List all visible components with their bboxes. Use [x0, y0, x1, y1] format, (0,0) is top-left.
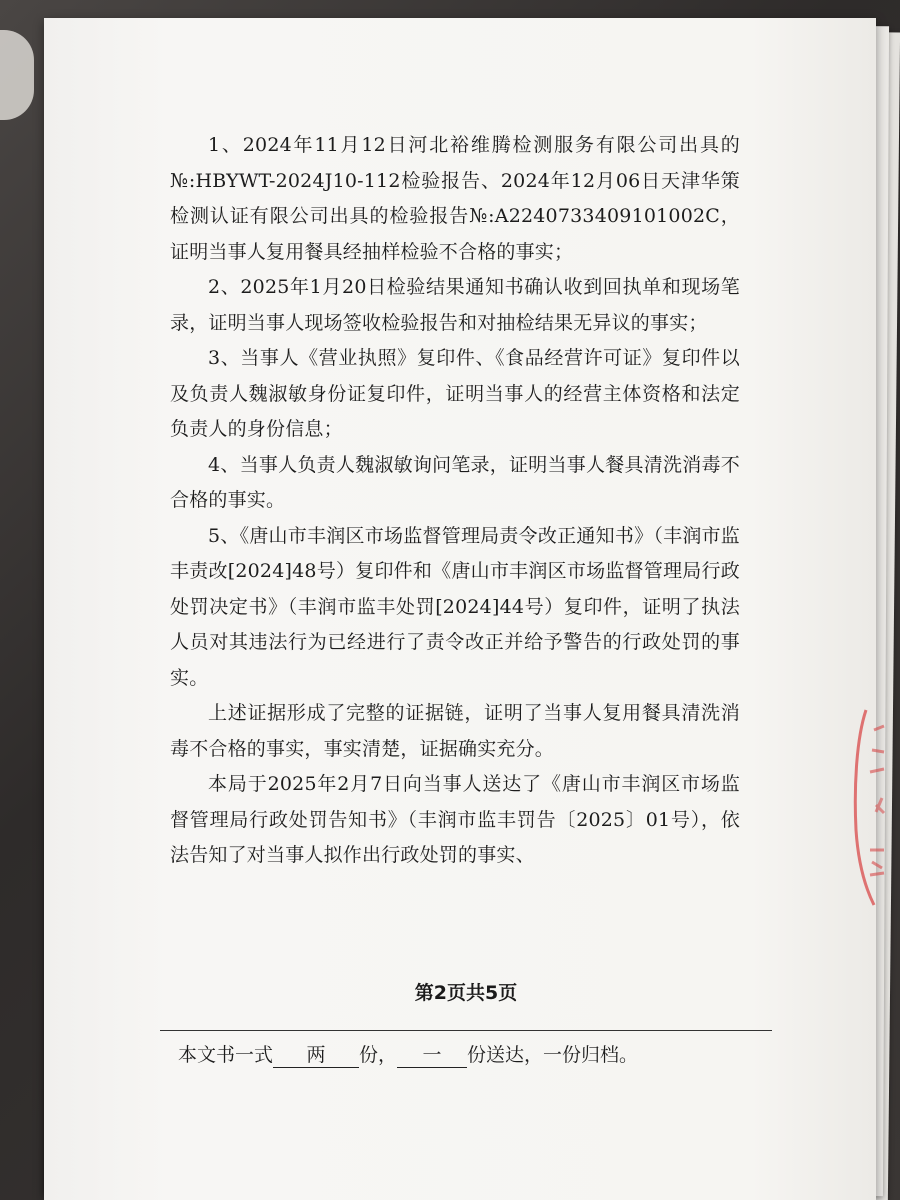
evidence-item-4: 4、当事人负责人魏淑敏询问笔录，证明当事人餐具清洗消毒不合格的事实。 — [170, 453, 740, 511]
official-seal-stamp-partial — [826, 700, 892, 910]
evidence-item-1: 1、2024年11月12日河北裕维腾检测服务有限公司出具的№:HBYWT-2024J10-112检验报告、2024年12月06日天津华策检测认证有限公司出具的检验报告№:A2240733409101002C，证明当事人复用餐具经抽样检验不合格的事实； — [170, 134, 740, 263]
copies-total-blank: 两 — [273, 1040, 359, 1068]
seal-stamp-icon — [826, 700, 892, 910]
notice-delivery-paragraph: 本局于2025年2月7日向当事人送达了《唐山市丰润区市场监督管理局行政处罚告知书》（丰润市监丰罚告〔2025〕01号），依法告知了对当事人拟作出行政处罚的事实、 — [170, 773, 740, 866]
copy-note-prefix: 本文书一式 — [178, 1044, 274, 1066]
evidence-item-5: 5、《唐山市丰润区市场监督管理局责令改正通知书》（丰润市监丰责改[2024]48号）复印件和《唐山市丰润区市场监督管理局行政处罚决定书》（丰润市监丰处罚[2024]44号）复印件，证明了执法人员对其违法行为已经进行了责令改正并给予警告的行政处罚的事实。 — [170, 524, 740, 689]
copy-count-note — [178, 1040, 638, 1068]
document-body — [170, 128, 740, 874]
page-indicator: 第2页共5页 — [414, 982, 518, 1004]
evidence-item-3: 3、当事人《营业执照》复印件、《食品经营许可证》复印件以及负责人魏淑敏身份证复印件，证明当事人的经营主体资格和法定负责人的身份信息； — [170, 347, 740, 440]
copy-note-middle: 份， — [359, 1044, 398, 1066]
footer-divider — [160, 1030, 772, 1031]
evidence-item-2: 2、2025年1月20日检验结果通知书确认收到回执单和现场笔录，证明当事人现场签收检验报告和对抽检结果无异议的事实； — [170, 276, 740, 334]
background-paper-scrap — [0, 30, 34, 120]
copy-note-suffix: 份送达，一份归档。 — [467, 1044, 639, 1066]
evidence-summary: 上述证据形成了完整的证据链，证明了当事人复用餐具清洗消毒不合格的事实，事实清楚，证据确实充分。 — [170, 702, 740, 760]
copies-served-blank: 一 — [397, 1040, 467, 1068]
